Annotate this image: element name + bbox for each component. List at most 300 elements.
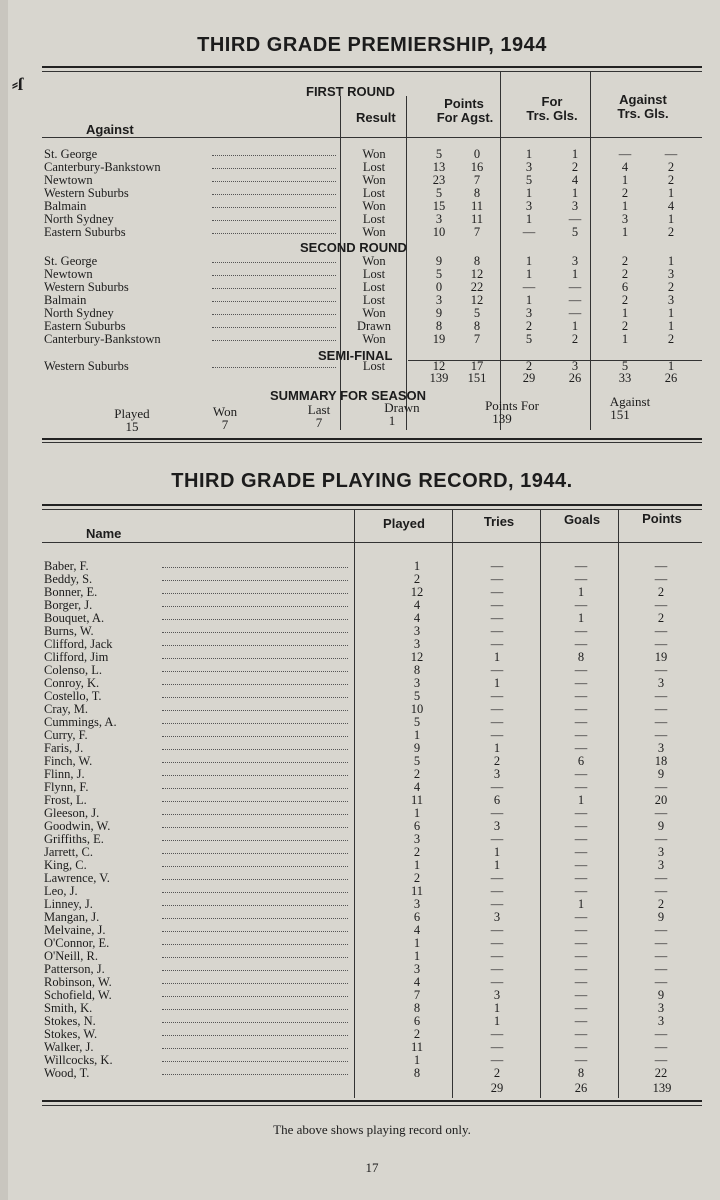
player-name: Robinson, W. xyxy=(44,975,112,989)
tries: 3 xyxy=(493,988,501,1002)
summary-against-label: Against xyxy=(609,394,651,409)
tries: — xyxy=(490,884,504,898)
record-top-rule-2 xyxy=(42,509,702,510)
premiership-row xyxy=(42,187,702,199)
points: — xyxy=(654,663,668,677)
games-played: 4 xyxy=(413,975,421,989)
points-for: 8 xyxy=(435,319,443,333)
points-for: 23 xyxy=(432,173,446,187)
player-name: Smith, K. xyxy=(44,1001,93,1015)
leader-dots xyxy=(162,944,348,945)
leader-dots xyxy=(162,957,348,958)
points: — xyxy=(654,624,668,638)
match-result: Won xyxy=(362,199,386,213)
points: 2 xyxy=(657,897,665,911)
player-name: Curry, F. xyxy=(44,728,88,742)
against-tries: 2 xyxy=(621,319,629,333)
tries: — xyxy=(490,559,504,573)
premiership-title: THIRD GRADE PREMIERSHIP, 1944 xyxy=(197,34,547,56)
games-played: 9 xyxy=(413,741,421,755)
points: — xyxy=(654,923,668,937)
team-name: Newtown xyxy=(44,173,93,187)
points-against: 7 xyxy=(473,332,481,346)
points-against: 7 xyxy=(473,225,481,239)
points: — xyxy=(654,1027,668,1041)
premiership-row xyxy=(42,174,702,186)
leader-dots xyxy=(162,801,348,802)
premiership-row xyxy=(42,320,702,332)
tries: — xyxy=(490,871,504,885)
player-name: Melvaine, J. xyxy=(44,923,106,937)
record-row xyxy=(42,612,702,624)
record-row xyxy=(42,677,702,689)
for-sub-header: Trs. Gls. xyxy=(526,108,578,123)
against-goals: 2 xyxy=(667,332,675,346)
player-name: Baber, F. xyxy=(44,559,89,573)
for-goals: 1 xyxy=(571,147,579,161)
record-row xyxy=(42,560,702,572)
leader-dots xyxy=(162,853,348,854)
match-result: Won xyxy=(362,332,386,346)
goals: — xyxy=(574,637,588,651)
tries: — xyxy=(490,585,504,599)
games-played: 2 xyxy=(413,871,421,885)
summary-played-label: Played xyxy=(114,406,150,421)
leader-dots xyxy=(162,1061,348,1062)
leader-dots xyxy=(162,632,348,633)
first-round-heading: FIRST ROUND xyxy=(306,84,395,99)
for-goals: 4 xyxy=(571,173,579,187)
leader-dots xyxy=(162,710,348,711)
goals: — xyxy=(574,780,588,794)
against-goals: 1 xyxy=(667,186,675,200)
leader-dots xyxy=(212,288,336,289)
points: 19 xyxy=(654,650,668,664)
games-played: 1 xyxy=(413,1053,421,1067)
points-for: 15 xyxy=(432,199,446,213)
against-tries: 1 xyxy=(621,306,629,320)
total-for-tries: 29 xyxy=(522,371,536,385)
points: 9 xyxy=(657,910,665,924)
goals: — xyxy=(574,1053,588,1067)
record-row xyxy=(42,651,702,663)
tries: — xyxy=(490,780,504,794)
points: — xyxy=(654,689,668,703)
team-name: Western Suburbs xyxy=(44,186,129,200)
against-goals: 4 xyxy=(667,199,675,213)
leader-dots xyxy=(212,327,336,328)
leader-dots xyxy=(162,1035,348,1036)
record-row xyxy=(42,781,702,793)
games-played: 6 xyxy=(413,910,421,924)
tries: 2 xyxy=(493,1066,501,1080)
points-for: 10 xyxy=(432,225,446,239)
against-tries: 1 xyxy=(621,199,629,213)
games-played: 11 xyxy=(410,793,424,807)
player-name: Patterson, J. xyxy=(44,962,105,976)
points-against: 0 xyxy=(473,147,481,161)
tries: — xyxy=(490,572,504,586)
match-result: Won xyxy=(362,306,386,320)
games-played: 5 xyxy=(413,715,421,729)
record-row xyxy=(42,1054,702,1066)
leader-dots xyxy=(212,367,336,368)
goals: — xyxy=(574,767,588,781)
for-goals: 1 xyxy=(571,186,579,200)
goals: 1 xyxy=(577,793,585,807)
games-played: 3 xyxy=(413,832,421,846)
goals: — xyxy=(574,819,588,833)
goals: 1 xyxy=(577,585,585,599)
tries: — xyxy=(490,663,504,677)
goals: — xyxy=(574,871,588,885)
record-row xyxy=(42,742,702,754)
top-rule xyxy=(42,66,702,68)
player-name: Jarrett, C. xyxy=(44,845,93,859)
against-goals: 2 xyxy=(667,173,675,187)
record-top-rule xyxy=(42,504,702,506)
team-name: Eastern Suburbs xyxy=(44,319,126,333)
leader-dots xyxy=(162,749,348,750)
leader-dots xyxy=(162,905,348,906)
games-played: 2 xyxy=(413,845,421,859)
games-played: 4 xyxy=(413,923,421,937)
team-name: Canterbury-Bankstown xyxy=(44,160,161,174)
record-row xyxy=(42,846,702,858)
for-goals: — xyxy=(568,212,582,226)
record-row xyxy=(42,1067,702,1079)
against-header: Against xyxy=(86,122,134,137)
player-name: Costello, T. xyxy=(44,689,102,703)
points: 2 xyxy=(657,611,665,625)
leader-dots xyxy=(212,262,336,263)
total-goals: 26 xyxy=(574,1081,588,1095)
team-name: St. George xyxy=(44,254,98,268)
games-played: 1 xyxy=(413,559,421,573)
leader-dots xyxy=(162,619,348,620)
premiership-row xyxy=(42,268,702,280)
record-row xyxy=(42,833,702,845)
match-result: Lost xyxy=(362,293,386,307)
goals: — xyxy=(574,1040,588,1054)
player-name: Clifford, Jim xyxy=(44,650,109,664)
against-goals: 3 xyxy=(667,293,675,307)
tries: 3 xyxy=(493,910,501,924)
total-tries: 29 xyxy=(490,1081,504,1095)
goals: — xyxy=(574,806,588,820)
points-for: 12 xyxy=(432,359,446,373)
points: — xyxy=(654,949,668,963)
player-name: Gleeson, J. xyxy=(44,806,100,820)
points: — xyxy=(654,962,668,976)
player-name: Borger, J. xyxy=(44,598,93,612)
premiership-totals xyxy=(42,372,702,384)
tries: 3 xyxy=(493,819,501,833)
total-points-against: 151 xyxy=(467,371,487,385)
result-header: Result xyxy=(356,110,396,125)
player-name: Faris, J. xyxy=(44,741,84,755)
record-row xyxy=(42,716,702,728)
leader-dots xyxy=(162,593,348,594)
match-result: Won xyxy=(362,147,386,161)
player-name: Bouquet, A. xyxy=(44,611,105,625)
header-rule xyxy=(42,137,702,138)
name-header: Name xyxy=(86,526,122,541)
player-name: Linney, J. xyxy=(44,897,93,911)
goals: — xyxy=(574,676,588,690)
games-played: 3 xyxy=(413,637,421,651)
points-header-record: Points xyxy=(642,511,682,526)
against-tries: 1 xyxy=(621,173,629,187)
for-tries: 1 xyxy=(525,267,533,281)
match-result: Lost xyxy=(362,160,386,174)
team-name: Canterbury-Bankstown xyxy=(44,332,161,346)
summary-drawn-label: Drawn xyxy=(384,400,420,415)
tries: — xyxy=(490,949,504,963)
premiership-row xyxy=(42,333,702,345)
tries: — xyxy=(490,702,504,716)
record-row xyxy=(42,989,702,1001)
points: 9 xyxy=(657,819,665,833)
record-row xyxy=(42,768,702,780)
games-played: 7 xyxy=(413,988,421,1002)
goals: — xyxy=(574,715,588,729)
leader-dots xyxy=(162,827,348,828)
semi-final-heading: SEMI-FINAL xyxy=(318,348,393,363)
leader-dots xyxy=(162,814,348,815)
for-goals: — xyxy=(568,293,582,307)
record-bottom-rule xyxy=(42,1100,702,1102)
player-name: Mangan, J. xyxy=(44,910,100,924)
premiership-row xyxy=(42,281,702,293)
points: — xyxy=(654,832,668,846)
leader-dots xyxy=(162,931,348,932)
match-result: Lost xyxy=(362,359,386,373)
games-played: 12 xyxy=(410,585,424,599)
points-for: 9 xyxy=(435,254,443,268)
leader-dots xyxy=(162,762,348,763)
tries: — xyxy=(490,715,504,729)
player-name: Schofield, W. xyxy=(44,988,112,1002)
match-result: Lost xyxy=(362,186,386,200)
premiership-row xyxy=(42,213,702,225)
record-bottom-rule-2 xyxy=(42,1105,702,1106)
summary-points-for-label: Points For xyxy=(485,398,539,413)
premiership-row xyxy=(42,255,702,267)
tries: — xyxy=(490,897,504,911)
player-name: Cummings, A. xyxy=(44,715,117,729)
tries: — xyxy=(490,962,504,976)
points-for: 19 xyxy=(432,332,446,346)
goals: — xyxy=(574,572,588,586)
points: — xyxy=(654,806,668,820)
for-tries: 2 xyxy=(525,359,533,373)
points: 3 xyxy=(657,845,665,859)
for-tries: 3 xyxy=(525,160,533,174)
against-goals: 1 xyxy=(667,212,675,226)
against-goals: 1 xyxy=(667,306,675,320)
points: 3 xyxy=(657,858,665,872)
record-row xyxy=(42,638,702,650)
record-row xyxy=(42,807,702,819)
points-against: 8 xyxy=(473,319,481,333)
for-tries: — xyxy=(522,225,536,239)
player-name: Stokes, W. xyxy=(44,1027,98,1041)
points-for: 13 xyxy=(432,160,446,174)
tries: 1 xyxy=(493,650,501,664)
goals: — xyxy=(574,962,588,976)
leader-dots xyxy=(162,684,348,685)
points: — xyxy=(654,871,668,885)
player-name: Flinn, J. xyxy=(44,767,85,781)
for-tries: 1 xyxy=(525,186,533,200)
games-played: 3 xyxy=(413,676,421,690)
for-header: For xyxy=(541,94,563,109)
leader-dots xyxy=(212,194,336,195)
goals: 1 xyxy=(577,897,585,911)
points: 9 xyxy=(657,767,665,781)
points: 3 xyxy=(657,676,665,690)
leader-dots xyxy=(162,736,348,737)
record-header-rule xyxy=(42,542,702,543)
record-row xyxy=(42,586,702,598)
tries: — xyxy=(490,1027,504,1041)
leader-dots xyxy=(162,996,348,997)
for-tries: 5 xyxy=(525,332,533,346)
player-name: Cray, M. xyxy=(44,702,88,716)
goals: — xyxy=(574,949,588,963)
leader-dots xyxy=(212,155,336,156)
against-goals: 2 xyxy=(667,225,675,239)
against-tries: 2 xyxy=(621,267,629,281)
games-played: 8 xyxy=(413,663,421,677)
record-row xyxy=(42,911,702,923)
leader-dots xyxy=(212,275,336,276)
points: 2 xyxy=(657,585,665,599)
player-name: Walker, J. xyxy=(44,1040,94,1054)
player-name: O'Neill, R. xyxy=(44,949,98,963)
for-goals: — xyxy=(568,280,582,294)
against-goals: — xyxy=(664,147,678,161)
record-row xyxy=(42,690,702,702)
totals-rule xyxy=(408,360,702,361)
against-tries: 5 xyxy=(621,359,629,373)
goals: 8 xyxy=(577,1066,585,1080)
for-tries: 1 xyxy=(525,212,533,226)
leader-dots xyxy=(162,580,348,581)
leader-dots xyxy=(212,168,336,169)
player-name: Willcocks, K. xyxy=(44,1053,113,1067)
total-points-for: 139 xyxy=(429,371,449,385)
goals: — xyxy=(574,559,588,573)
tries: — xyxy=(490,923,504,937)
for-tries: 1 xyxy=(525,293,533,307)
points-against: 11 xyxy=(470,212,484,226)
goals: — xyxy=(574,741,588,755)
for-goals: 5 xyxy=(571,225,579,239)
games-played: 4 xyxy=(413,780,421,794)
premiership-row xyxy=(42,226,702,238)
games-played: 2 xyxy=(413,572,421,586)
match-result: Lost xyxy=(362,212,386,226)
leader-dots xyxy=(162,983,348,984)
leader-dots xyxy=(162,775,348,776)
leader-dots xyxy=(162,671,348,672)
player-name: Finch, W. xyxy=(44,754,93,768)
premiership-row xyxy=(42,200,702,212)
for-tries: 2 xyxy=(525,319,533,333)
player-name: Burns, W. xyxy=(44,624,94,638)
leader-dots xyxy=(162,970,348,971)
leader-dots xyxy=(212,207,336,208)
games-played: 5 xyxy=(413,689,421,703)
tries: — xyxy=(490,728,504,742)
goals: — xyxy=(574,1027,588,1041)
tries: — xyxy=(490,637,504,651)
points: — xyxy=(654,1040,668,1054)
goals: — xyxy=(574,975,588,989)
points: — xyxy=(654,936,668,950)
leader-dots xyxy=(162,723,348,724)
record-row xyxy=(42,573,702,585)
for-goals: 1 xyxy=(571,267,579,281)
leader-dots xyxy=(162,1022,348,1023)
tries: 6 xyxy=(493,793,501,807)
leader-dots xyxy=(162,788,348,789)
match-result: Won xyxy=(362,173,386,187)
team-name: Balmain xyxy=(44,293,87,307)
leader-dots xyxy=(162,1009,348,1010)
tries: 2 xyxy=(493,754,501,768)
record-row xyxy=(42,1041,702,1053)
games-played: 1 xyxy=(413,936,421,950)
tries: 1 xyxy=(493,1014,501,1028)
goals: — xyxy=(574,884,588,898)
match-result: Lost xyxy=(362,280,386,294)
summary-against: 151 xyxy=(610,407,630,422)
player-name: Leo, J. xyxy=(44,884,78,898)
leader-dots xyxy=(162,1074,348,1075)
games-played: 2 xyxy=(413,1027,421,1041)
points: — xyxy=(654,598,668,612)
top-rule-2 xyxy=(42,71,702,72)
leader-dots xyxy=(162,866,348,867)
points: — xyxy=(654,728,668,742)
points: — xyxy=(654,559,668,573)
leader-dots xyxy=(212,301,336,302)
summary-lost-label: Last xyxy=(307,402,331,417)
record-row xyxy=(42,1028,702,1040)
played-header: Played xyxy=(383,516,425,531)
points: — xyxy=(654,702,668,716)
games-played: 3 xyxy=(413,624,421,638)
for-goals: 3 xyxy=(571,359,579,373)
team-name: Balmain xyxy=(44,199,87,213)
for-tries: 5 xyxy=(525,173,533,187)
games-played: 11 xyxy=(410,884,424,898)
for-tries: — xyxy=(522,280,536,294)
player-name: Beddy, S. xyxy=(44,572,93,586)
record-row xyxy=(42,1015,702,1027)
team-name: Western Suburbs xyxy=(44,280,129,294)
leader-dots xyxy=(212,220,336,221)
record-row xyxy=(42,599,702,611)
points: — xyxy=(654,715,668,729)
for-tries: 3 xyxy=(525,306,533,320)
player-name: Goodwin, W. xyxy=(44,819,111,833)
against-tries: — xyxy=(618,147,632,161)
points-against: 12 xyxy=(470,293,484,307)
